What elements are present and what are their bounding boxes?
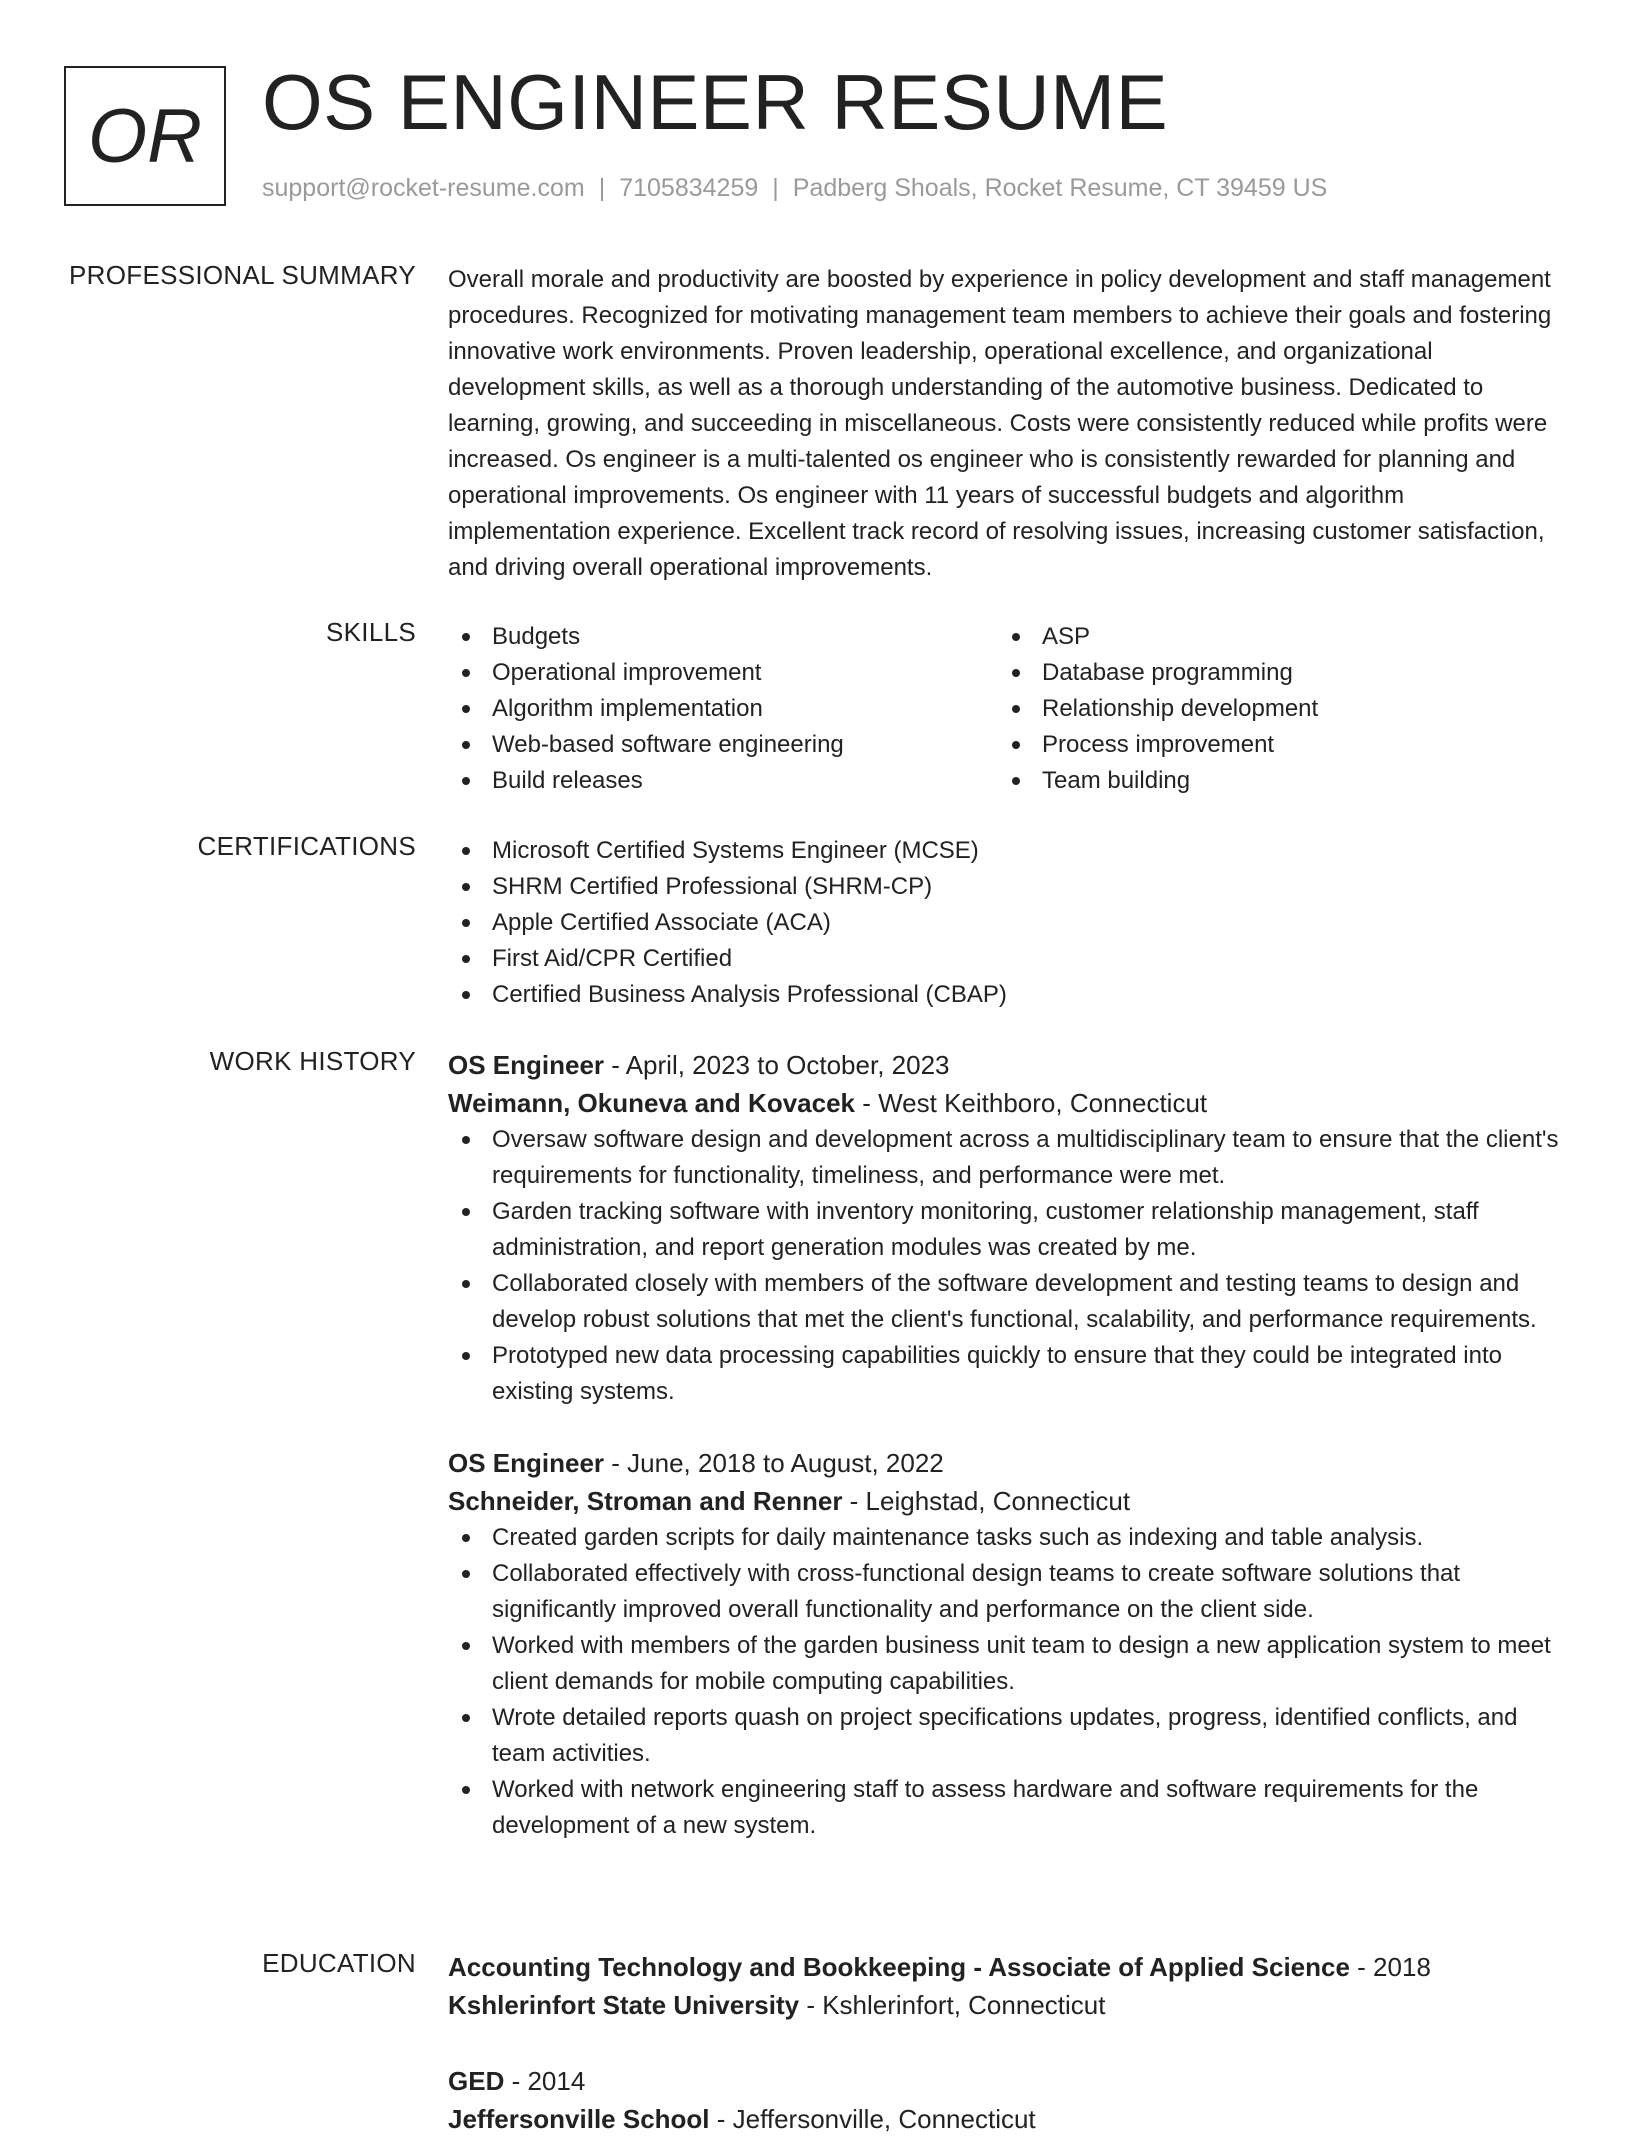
job-company-line [448,1084,1572,1122]
monogram-box [64,66,226,206]
certification-item: Apple Certified Associate (ACA) [448,905,1572,941]
job-company-line [448,1482,1572,1520]
contact-separator: | [772,174,779,202]
job-bullet: Worked with members of the garden business unit team to design a new application system to meet client demands for mobile computing capabilities. [448,1628,1572,1700]
job-bullet: Worked with network engineering staff to assess hardware and software requirements for the development of a new system. [448,1772,1572,1844]
certification-item: Certified Business Analysis Professional (CBAP) [448,977,1572,1013]
education-entry [448,2062,1572,2138]
summary-text: Overall morale and productivity are boosted by experience in policy development and staff management procedures. Recognized for motivating management team members to achieve their goals and fostering innovative work environments. Proven leadership, operational excellence, and organizational development skills, as well as a thorough understanding of the automotive business. Dedicated to learning, growing, and succeeding in miscellaneous. Costs were consistently reduced while profits were increased. Os engineer is a multi-talented os engineer who is consistently rewarded for planning and operational improvements. Os engineer with 11 years of successful budgets and algorithm implementation experience. Excellent track record of resolving issues, increasing customer satisfaction, and driving overall operational improvements. [448,266,1552,581]
skill-item: Team building [998,763,1548,799]
section-label-education: EDUCATION [262,1948,416,1978]
education-year: - 2014 [504,2066,586,2096]
job-entry [448,1444,1572,1844]
skill-item: Operational improvement [448,655,998,691]
contact-phone[interactable]: 7105834259 [619,174,759,202]
certification-item: Microsoft Certified Systems Engineer (MCSE) [448,833,1572,869]
job-bullets [448,1520,1572,1844]
job-dates: - April, 2023 to October, 2023 [604,1050,950,1080]
certification-item: SHRM Certified Professional (SHRM-CP) [448,869,1572,905]
skill-item: Relationship development [998,691,1548,727]
job-bullet: Prototyped new data processing capabilities quickly to ensure that they could be integrated into existing systems. [448,1338,1572,1410]
education-degree-line [448,2062,1572,2100]
job-title-line [448,1046,1572,1084]
education-school-line [448,2100,1572,2138]
skill-item: Algorithm implementation [448,691,998,727]
education-degree: Accounting Technology and Bookkeeping - Associate of Applied Science [448,1952,1350,1982]
job-bullet: Created garden scripts for daily maintenance tasks such as indexing and table analysis. [448,1520,1572,1556]
contact-email[interactable]: support@rocket-resume.com [262,174,585,202]
skill-item: Web-based software engineering [448,727,998,763]
contact-line [262,174,1327,203]
job-title: OS Engineer [448,1448,605,1478]
section-label-work-history: WORK HISTORY [209,1046,416,1076]
job-entry [448,1046,1572,1410]
job-company: Weimann, Okuneva and Kovacek [448,1088,855,1118]
job-bullet: Garden tracking software with inventory monitoring, customer relationship management, staff administration, and report generation modules was created by me. [448,1194,1572,1266]
resume-title: OS ENGINEER RESUME [262,58,1169,146]
education-school: Kshlerinfort State University [448,1990,800,2020]
section-label-summary: PROFESSIONAL SUMMARY [69,260,416,290]
skill-item: Budgets [448,619,998,655]
job-title: OS Engineer [448,1050,605,1080]
job-bullet: Oversaw software design and development across a multidisciplinary team to ensure that the client's requirements for functionality, timeliness, and performance were met. [448,1122,1572,1194]
education-school-line [448,1986,1572,2024]
job-bullet: Collaborated closely with members of the software development and testing teams to design and develop robust solutions that met the client's functional, scalability, and performance requirements. [448,1266,1572,1338]
section-label-certifications: CERTIFICATIONS [197,831,416,861]
skill-item: Process improvement [998,727,1548,763]
job-location: - West Keithboro, Connecticut [855,1088,1208,1118]
skill-item: ASP [998,619,1548,655]
education-entry [448,1948,1572,2024]
job-dates: - June, 2018 to August, 2022 [604,1448,944,1478]
monogram-initials: OR [88,93,202,179]
job-company: Schneider, Stroman and Renner [448,1486,843,1516]
education-year: - 2018 [1349,1952,1431,1982]
education-degree: GED [448,2066,505,2096]
skills-list-left [448,619,998,799]
skill-item: Database programming [998,655,1548,691]
skill-item: Build releases [448,763,998,799]
skills-list-right [998,619,1548,799]
education-degree-line [448,1948,1572,1986]
education-location: - Jeffersonville, Connecticut [709,2104,1036,2134]
certifications-list [448,833,1572,1013]
contact-address: Padberg Shoals, Rocket Resume, CT 39459 US [792,174,1328,202]
section-label-skills: SKILLS [326,617,416,647]
contact-separator: | [598,174,606,202]
job-title-line [448,1444,1572,1482]
certification-item: First Aid/CPR Certified [448,941,1572,977]
job-bullet: Wrote detailed reports quash on project specifications updates, progress, identified conflicts, and team activities. [448,1700,1572,1772]
job-location: - Leighstad, Connecticut [842,1486,1131,1516]
job-bullets [448,1122,1572,1410]
education-location: - Kshlerinfort, Connecticut [799,1990,1106,2020]
job-bullet: Collaborated effectively with cross-functional design teams to create software solutions that significantly improved overall functionality and performance on the client side. [448,1556,1572,1628]
education-school: Jeffersonville School [448,2104,710,2134]
